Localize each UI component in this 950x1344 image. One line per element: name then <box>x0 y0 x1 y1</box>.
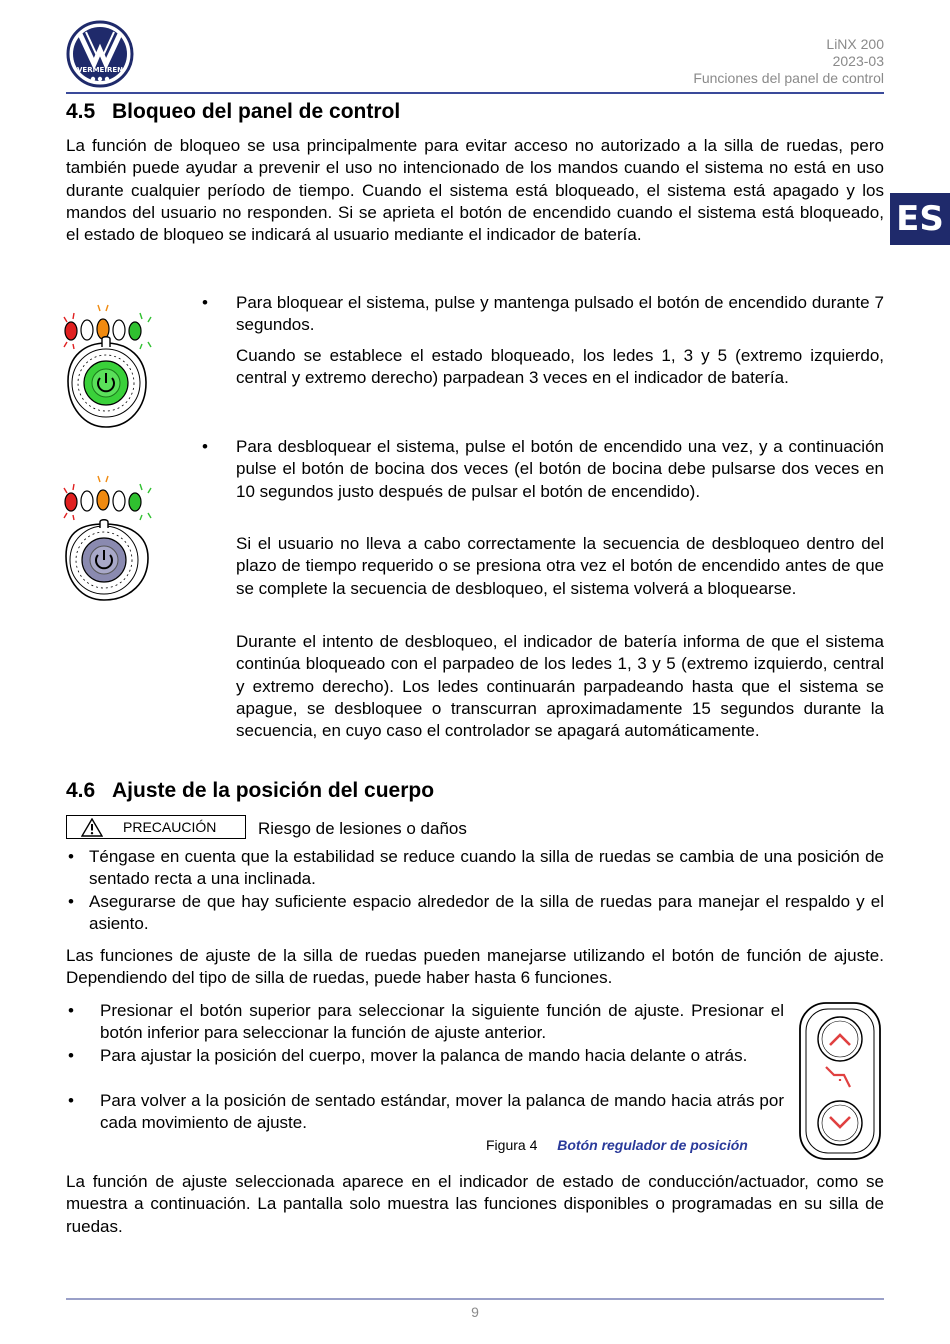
warning-icon <box>81 818 103 837</box>
lock-bullet-text: Para bloquear el sistema, pulse y mantenga pulsado el botón de encendido durante 7 segundos. <box>236 293 884 335</box>
caution-text: Riesgo de lesiones o daños <box>258 819 467 838</box>
figure-caption <box>486 1136 748 1154</box>
header-date: 2023-03 <box>832 53 884 69</box>
vermeiren-logo <box>66 20 134 88</box>
unlock-led-power-illustration <box>58 474 158 604</box>
adjust-step-3: Para volver a la posición de sentado estándar, mover la palanca de mando hacia atrás por cada movimiento de ajuste. <box>100 1091 784 1133</box>
step-bullet-dot: • <box>68 1001 74 1020</box>
caution-label: PRECAUCIÓN <box>123 819 217 835</box>
figure-title: Botón regulador de posición <box>557 1137 748 1153</box>
page-number: 9 <box>471 1304 479 1320</box>
down-chevron-icon <box>818 1101 862 1145</box>
section-heading-4-5: 4.5 Bloqueo del panel de control <box>66 100 401 123</box>
step-bullet-dot: • <box>68 1091 74 1110</box>
adjust-closing-paragraph: La función de ajuste seleccionada aparece en el indicador de estado de conducción/actuador, como se muestra a continuación. La pantalla solo muestra las funciones disponibles o programadas en su silla de ruedas. <box>66 1172 884 1236</box>
caution-bullet-dot: • <box>68 847 74 866</box>
caution-bullet-1: Téngase en cuenta que la estabilidad se reduce cuando la silla de ruedas se cambia de una posición de sentado recta a una inclinada. <box>89 847 884 889</box>
header-meta <box>693 36 884 87</box>
lock-led-power-illustration <box>58 303 158 433</box>
header-rule <box>66 92 884 94</box>
lock-intro-paragraph: La función de bloqueo se usa principalmente para evitar acceso no autorizado a la silla de ruedas, pero también puede ayudar a prevenir el uso no intencionado de los mandos cuando el sistema no está en uso durante cualquier período de tiempo. Cuando el sistema está bloqueado, el sistema está apagado y los mandos del usuario no responden. Si se aprieta el botón de encendido cuando el sistema está bloqueado, el estado de bloqueo se indicará al usuario mediante el indicador de batería. <box>66 136 884 245</box>
adjust-step-2: Para ajustar la posición del cuerpo, mover la palanca de mando hacia delante o atrás. <box>100 1046 748 1065</box>
header-product: LiNX 200 <box>826 36 884 52</box>
section-heading-4-6: 4.6 Ajuste de la posición del cuerpo <box>66 779 435 802</box>
caution-box <box>66 815 246 839</box>
caution-bullet-dot: • <box>68 892 74 911</box>
unlock-note-2-text: Durante el intento de desbloqueo, el indicador de batería informa de que el sistema continúa bloqueado con el parpadeo de los ledes 1, 3 y 5 (extremo izquierdo, central y extremo derecho). Los ledes continuarán parpadeando hasta que el sistema se apague, se desbloquee o transcurran aproximadamente 15 segundos durante la secuencia, en cuyo caso el controlador se apagará automáticamente. <box>236 632 884 741</box>
language-tab: ES <box>890 193 950 245</box>
adjust-intro-paragraph: Las funciones de ajuste de la silla de ruedas pueden manejarse utilizando el botón de función de ajuste. Dependiendo del tipo de silla de ruedas, puede haber hasta 6 funciones. <box>66 946 884 988</box>
position-adjust-button-figure <box>798 1001 882 1161</box>
footer-rule <box>66 1298 884 1300</box>
adjust-step-1: Presionar el botón superior para seleccionar la siguiente función de ajuste. Presionar el botón inferior para seleccionar la función de ajuste anterior. <box>100 1001 784 1043</box>
logo-text: VERMEIREN <box>77 66 123 74</box>
unlock-bullet-dot: • <box>202 437 208 456</box>
lock-note-text: Cuando se establece el estado bloqueado, los ledes 1, 3 y 5 (extremo izquierdo, central y extremo derecho) parpadean 3 veces en el indicador de batería. <box>236 346 884 388</box>
header-chapter: Funciones del panel de control <box>693 70 884 86</box>
up-chevron-icon <box>818 1017 862 1061</box>
caution-bullet-2: Asegurarse de que hay suficiente espacio alrededor de la silla de ruedas para manejar el respaldo y el asiento. <box>89 892 884 934</box>
step-bullet-dot: • <box>68 1046 74 1065</box>
unlock-note-1-text: Si el usuario no lleva a cabo correctamente la secuencia de desbloqueo dentro del plazo de tiempo requerido o se presiona otra vez el botón de encendido antes de que se complete la secuencia de desbloqueo, el sistema volverá a bloquearse. <box>236 534 884 598</box>
figure-number: Figura 4 <box>486 1137 538 1153</box>
lock-bullet-dot: • <box>202 293 208 312</box>
unlock-bullet-text: Para desbloquear el sistema, pulse el botón de encendido una vez, y a continuación pulse el botón de bocina dos veces (el botón de bocina debe pulsarse dos veces en 10 segundos justo después de pulsar el botón de encendido). <box>236 437 884 501</box>
